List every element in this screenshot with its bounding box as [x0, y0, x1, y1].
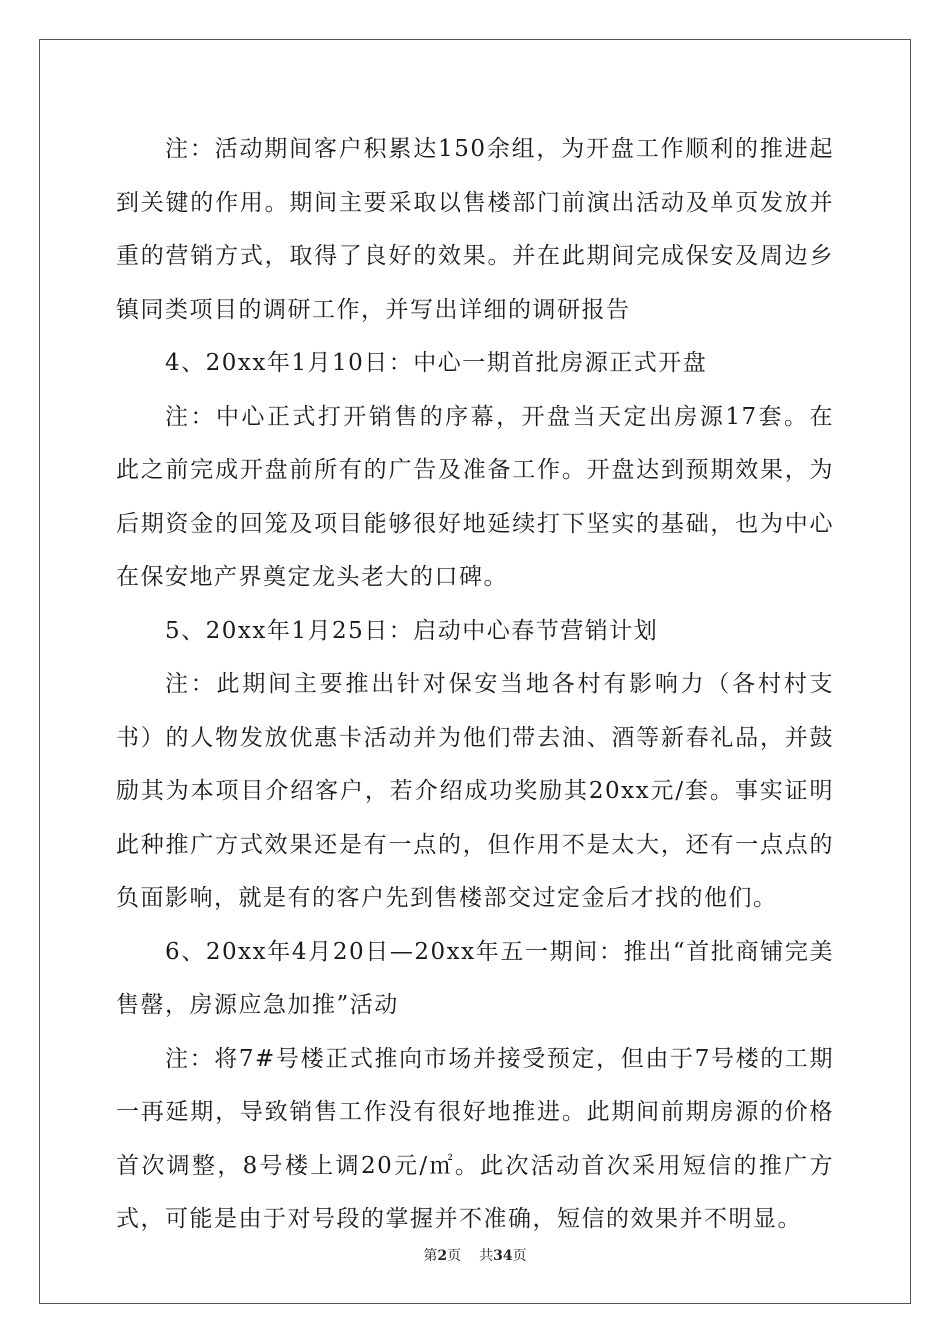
page-number: 2	[437, 1248, 448, 1264]
paragraph-item-5: 5、20xx年1月25日：启动中心春节营销计划	[165, 617, 659, 644]
page-prefix: 第	[423, 1248, 438, 1264]
paragraph-item-6: 6、20xx年4月20日—20xx年五一期间：推出“首批商铺完美售罄，房源应急加推”活动	[116, 938, 834, 1018]
paragraph-note-activity: 注：活动期间客户积累达150余组，为开盘工作顺利的推进起到关键的作用。期间主要采取以售楼部门前演出活动及单页发放并重的营销方式，取得了良好的效果。并在此期间完成保安及周边乡镇同类项目的调研工作，并写出详细的调研报告	[116, 136, 834, 323]
paragraph-note-building-7: 注：将7#号楼正式推向市场并接受预定，但由于7号楼的工期一再延期，导致销售工作没有很好地推进。此期间前期房源的价格首次调整，8号楼上调20元/㎡。此次活动首次采用短信的推广方式，可能是由于对号段的掌握并不准确，短信的效果并不明显。	[116, 1045, 834, 1232]
paragraph-note-opening: 注：中心正式打开销售的序幕，开盘当天定出房源17套。在此之前完成开盘前所有的广告及准备工作。开盘达到预期效果，为后期资金的回笼及项目能够很好地延续打下坚实的基础，也为中心在保安地产界奠定龙头老大的口碑。	[116, 403, 834, 590]
document-body	[116, 123, 834, 1247]
total-prefix: 共	[479, 1248, 494, 1264]
total-pages: 34	[493, 1248, 513, 1264]
page-footer	[0, 1245, 950, 1265]
total-suffix: 页	[512, 1248, 527, 1264]
paragraph-note-spring-festival: 注：此期间主要推出针对保安当地各村有影响力（各村村支书）的人物发放优惠卡活动并为他们带去油、酒等新春礼品，并鼓励其为本项目介绍客户，若介绍成功奖励其20xx元/套。事实证明此种推广方式效果还是有一点的，但作用不是太大，还有一点点的负面影响，就是有的客户先到售楼部交过定金后才找的他们。	[116, 671, 834, 911]
page-suffix: 页	[447, 1248, 462, 1264]
paragraph-item-4: 4、20xx年1月10日：中心一期首批房源正式开盘	[165, 350, 708, 376]
